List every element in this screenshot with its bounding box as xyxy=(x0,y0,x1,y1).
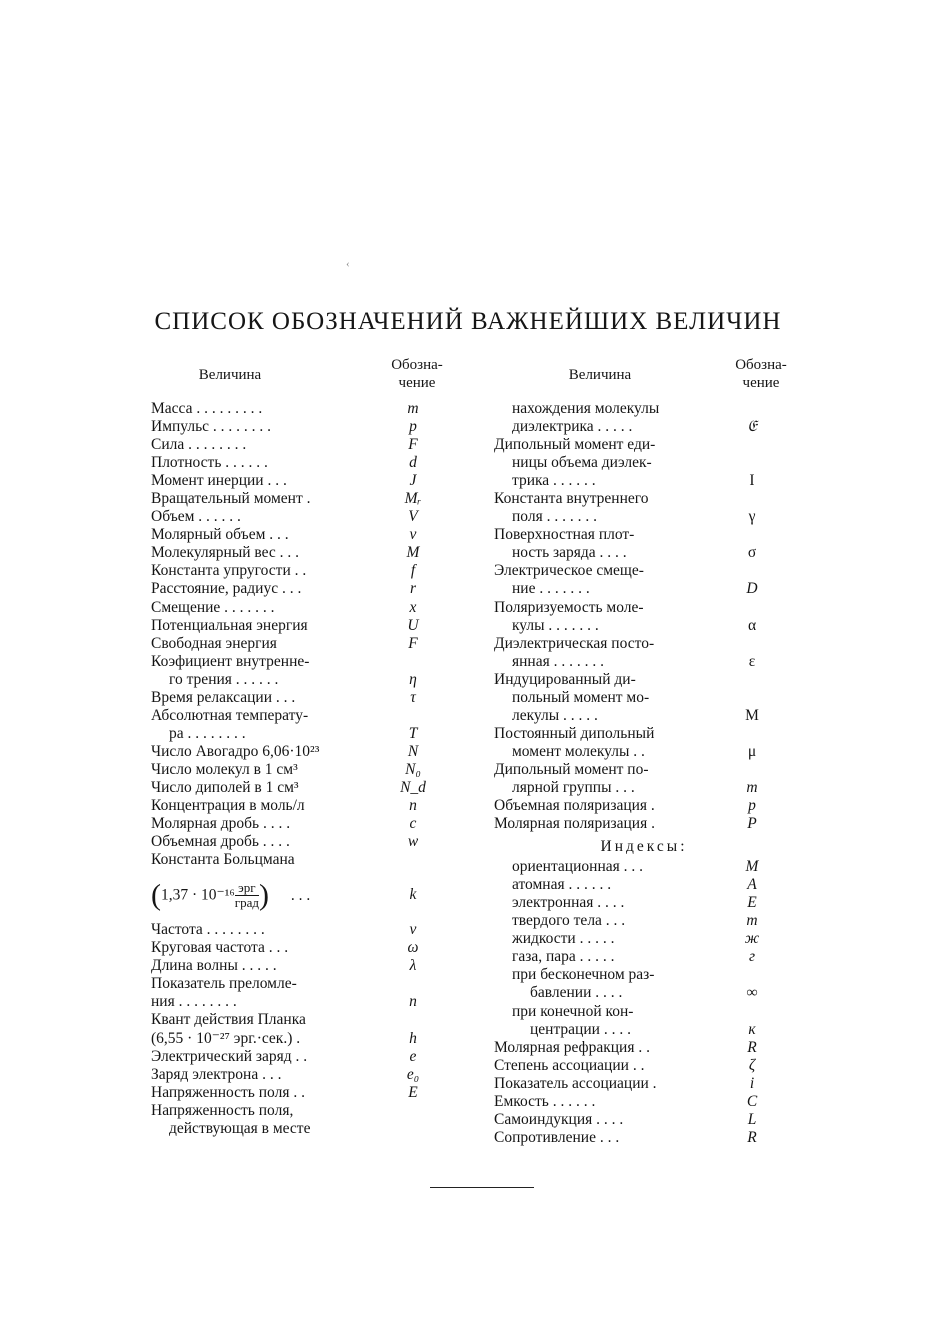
entry-row xyxy=(151,617,451,635)
entry-symbol: M xyxy=(745,706,759,724)
entry-symbol: V xyxy=(408,508,418,526)
entry-row xyxy=(151,921,451,939)
entry-label: Степень ассоциации . . xyxy=(494,1056,645,1074)
entry-label: Самоиндукция . . . . xyxy=(494,1110,624,1128)
entry-row xyxy=(494,707,794,725)
entry-row xyxy=(151,743,451,761)
entry-label: нахождения молекулы xyxy=(512,400,660,417)
entry-label: ность заряда . . . . xyxy=(512,544,627,562)
entry-label: Постоянный дипольный xyxy=(494,724,655,742)
entry-row xyxy=(494,653,794,671)
entry-row xyxy=(494,400,794,418)
entry-symbol: x xyxy=(409,598,417,616)
entry-label: бавлении . . . . xyxy=(530,984,623,1002)
entry-label: Свободная энергия xyxy=(151,634,277,652)
entry-label: Объемная поляризация . xyxy=(494,797,655,815)
entry-row xyxy=(494,472,794,490)
entry-symbol: M xyxy=(406,544,420,562)
entry-symbol: α xyxy=(747,616,757,634)
entry-row xyxy=(151,599,451,617)
entry-label: Число молекул в 1 см³ xyxy=(151,760,298,778)
right-column xyxy=(494,400,794,1147)
entry-symbol: P xyxy=(747,815,757,833)
entry-symbol: R xyxy=(747,1128,757,1146)
entry-label: Электрический заряд . . xyxy=(151,1047,308,1065)
left-list-a xyxy=(151,400,451,869)
header-quantity-left: Величина xyxy=(198,367,262,383)
entry-row xyxy=(151,797,451,815)
entry-row xyxy=(151,851,451,869)
entry-row xyxy=(494,1093,794,1111)
entry-label: Частота . . . . . . . . xyxy=(151,921,265,939)
entry-label: ние . . . . . . . xyxy=(512,580,590,598)
entry-label: Молярный объем . . . xyxy=(151,526,289,544)
entry-label: го трения . . . . . . xyxy=(169,670,279,688)
entry-row xyxy=(151,653,451,671)
entry-symbol: γ xyxy=(748,508,756,526)
entry-symbol: F xyxy=(408,436,418,454)
entry-row xyxy=(151,689,451,707)
entry-symbol: w xyxy=(407,833,419,851)
entry-symbol: T xyxy=(408,724,418,742)
entry-symbol: τ xyxy=(410,688,416,706)
header-symbol-left-line2: чение xyxy=(398,375,436,391)
entry-label: ницы объема диэлек- xyxy=(512,454,652,472)
entry-row xyxy=(494,599,794,617)
entry-row xyxy=(151,993,451,1011)
entry-row xyxy=(494,490,794,508)
entry-label: Молярная рефракция . . xyxy=(494,1038,650,1056)
entry-row xyxy=(151,975,451,993)
entry-symbol: d xyxy=(409,454,417,472)
entry-symbol: n xyxy=(409,797,417,815)
entry-label: Электрическое смеще- xyxy=(494,562,644,580)
entry-row xyxy=(494,418,794,436)
entry-label: Плотность . . . . . . xyxy=(151,454,268,472)
entry-row xyxy=(151,725,451,743)
entry-symbol: p xyxy=(409,418,417,436)
entry-label: Молярная поляризация . xyxy=(494,815,655,833)
entry-row xyxy=(151,580,451,598)
entry-label: ра . . . . . . . . xyxy=(169,724,246,742)
entry-label: электронная . . . . xyxy=(512,894,625,912)
entry-symbol: т xyxy=(746,912,758,930)
boltzmann-value: 1,37 · 10⁻¹⁶ xyxy=(161,886,235,904)
entry-row xyxy=(151,454,451,472)
entry-symbol: J xyxy=(409,472,417,490)
entry-label: Показатель преломле- xyxy=(151,975,297,993)
close-paren: ) xyxy=(259,878,269,912)
entry-label: ния . . . . . . . . xyxy=(151,993,237,1011)
entry-symbol: ε xyxy=(748,652,756,670)
entry-label: Время релаксации . . . xyxy=(151,688,296,706)
header-symbol-right-line2: чение xyxy=(742,375,780,391)
entry-row xyxy=(151,635,451,653)
entry-label: центрации . . . . xyxy=(530,1020,631,1038)
entry-label: Импульс . . . . . . . . xyxy=(151,418,272,436)
entry-label: Расстояние, радиус . . . xyxy=(151,580,302,598)
page-title: СПИСОК ОБОЗНАЧЕНИЙ ВАЖНЕЙШИХ ВЕЛИЧИН xyxy=(154,308,782,335)
entry-row xyxy=(494,1003,794,1021)
indices-heading: Индексы: xyxy=(600,838,688,856)
entry-row xyxy=(494,436,794,454)
entry-symbol: i xyxy=(749,1074,755,1092)
entry-row xyxy=(494,617,794,635)
entry-row xyxy=(494,454,794,472)
entry-row xyxy=(494,689,794,707)
entry-row xyxy=(151,508,451,526)
entry-symbol: M xyxy=(745,858,759,876)
boltzmann-row xyxy=(151,869,451,921)
entry-label: Коэфициент внутренне- xyxy=(151,652,310,670)
entry-label: трика . . . . . . xyxy=(512,472,596,490)
entry-row xyxy=(151,1048,451,1066)
entry-symbol: n xyxy=(409,993,417,1011)
entry-row xyxy=(494,671,794,689)
entry-row xyxy=(494,1111,794,1129)
entry-symbol: I xyxy=(749,472,755,490)
entry-label: Длина волны . . . . . xyxy=(151,957,277,975)
header-symbol-right-line1: Обозна- xyxy=(735,357,787,373)
entry-label: Объемная дробь . . . . xyxy=(151,833,290,851)
entry-row xyxy=(494,1075,794,1093)
entry-row xyxy=(494,562,794,580)
entry-row xyxy=(151,526,451,544)
entry-label: поля . . . . . . . xyxy=(512,508,597,526)
entry-label: лярной группы . . . xyxy=(512,778,635,796)
entry-row xyxy=(494,876,794,894)
entry-row xyxy=(151,1011,451,1029)
entry-row xyxy=(494,580,794,598)
entry-symbol: D xyxy=(746,580,758,598)
entry-label: Емкость . . . . . . xyxy=(494,1092,596,1110)
boltzmann-symbol: k xyxy=(409,886,417,904)
entry-row xyxy=(151,400,451,418)
entry-label: твердого тела . . . xyxy=(512,912,626,930)
header-symbol-right xyxy=(722,356,800,392)
entry-label: Молярная дробь . . . . xyxy=(151,815,291,833)
entry-row xyxy=(494,743,794,761)
entry-label: диэлектрика . . . . . xyxy=(512,418,633,436)
entry-symbol: r xyxy=(409,580,417,598)
entry-label: газа, пара . . . . . xyxy=(512,948,615,966)
entry-symbol: ω xyxy=(407,939,419,957)
entry-symbol: C xyxy=(746,1092,758,1110)
entry-label: Диэлектрическая посто- xyxy=(494,634,655,652)
entry-row xyxy=(151,1120,451,1138)
entry-row xyxy=(151,544,451,562)
boltzmann-dots: . . . xyxy=(290,886,311,904)
entry-symbol: к xyxy=(748,1020,756,1038)
entry-symbol: f xyxy=(410,562,416,580)
entry-label: Молекулярный вес . . . xyxy=(151,544,300,562)
entry-row xyxy=(151,957,451,975)
entry-label: Объем . . . . . . xyxy=(151,508,241,526)
entry-symbol: R xyxy=(747,1038,757,1056)
entry-symbol: λ xyxy=(409,957,417,975)
header-quantity-right: Величина xyxy=(568,367,632,383)
entry-row xyxy=(151,1102,451,1120)
entry-row xyxy=(494,526,794,544)
entry-label: Абсолютная температу- xyxy=(151,706,309,724)
entry-row xyxy=(494,948,794,966)
entry-symbol: m xyxy=(746,778,758,796)
entry-symbol: Mᵣ xyxy=(404,490,422,508)
entry-symbol: A xyxy=(747,876,757,894)
entry-label: (6,55 · 10⁻²⁷ эрг.·сек.) . xyxy=(151,1029,301,1047)
indices-list xyxy=(494,858,794,1038)
entry-label: Смещение . . . . . . . xyxy=(151,598,275,616)
entry-row xyxy=(151,490,451,508)
left-column xyxy=(151,400,451,1138)
entry-label: Поляризуемость моле- xyxy=(494,598,644,616)
entry-row xyxy=(494,761,794,779)
entry-row xyxy=(151,707,451,725)
entry-label: ориентационная . . . xyxy=(512,858,644,876)
entry-symbol: E xyxy=(747,894,757,912)
entry-label: при конечной кон- xyxy=(512,1002,634,1020)
entry-row xyxy=(151,472,451,490)
right-list-a xyxy=(494,400,794,833)
boltzmann-unit-num: эрг xyxy=(235,881,259,896)
entry-label: Константа Больцмана xyxy=(151,851,295,869)
entry-row xyxy=(151,815,451,833)
boltzmann-unit xyxy=(235,881,259,910)
entry-label: Квант действия Планка xyxy=(151,1011,306,1029)
entry-row xyxy=(151,1084,451,1102)
entry-symbol: σ xyxy=(747,544,757,562)
entry-row xyxy=(494,1057,794,1075)
entry-row xyxy=(151,1066,451,1084)
entry-row xyxy=(494,1129,794,1147)
entry-symbol: N xyxy=(407,742,419,760)
entry-label: Константа упругости . . xyxy=(151,562,307,580)
entry-symbol: U xyxy=(407,616,419,634)
entry-row xyxy=(151,1030,451,1048)
entry-symbol: ∞ xyxy=(746,984,758,1002)
entry-symbol: p xyxy=(748,797,756,815)
entry-label: Число диполей в 1 см³ xyxy=(151,778,299,796)
entry-label: атомная . . . . . . xyxy=(512,876,612,894)
entry-symbol: m xyxy=(407,400,419,417)
entry-row xyxy=(494,544,794,562)
entry-label: Число Авогадро 6,06·10²³ xyxy=(151,742,320,760)
left-list-b xyxy=(151,921,451,1138)
entry-symbol: F xyxy=(408,634,418,652)
bottom-rule xyxy=(430,1187,534,1188)
entry-row xyxy=(151,761,451,779)
entry-row xyxy=(494,1021,794,1039)
entry-label: Индуцированный ди- xyxy=(494,670,636,688)
entry-row xyxy=(494,984,794,1002)
entry-row xyxy=(151,671,451,689)
entry-label: Напряженность поля, xyxy=(151,1101,294,1119)
entry-row xyxy=(151,562,451,580)
entry-row xyxy=(494,912,794,930)
entry-row xyxy=(494,508,794,526)
entry-symbol: ζ xyxy=(748,1056,756,1074)
entry-symbol: μ xyxy=(747,742,757,760)
entry-label: Круговая частота . . . xyxy=(151,939,289,957)
entry-label: Концентрация в моль/л xyxy=(151,797,305,815)
header-symbol-left xyxy=(378,356,456,392)
entry-symbol: N_d xyxy=(400,778,426,796)
entry-row xyxy=(494,858,794,876)
entry-symbol: e xyxy=(409,1047,417,1065)
entry-symbol: N₀ xyxy=(405,760,421,778)
entry-symbol: e₀ xyxy=(406,1065,420,1083)
entry-symbol: ж xyxy=(744,930,760,948)
entry-label: Заряд электрона . . . xyxy=(151,1065,282,1083)
entry-label: Потенциальная энергия xyxy=(151,616,308,634)
entry-row xyxy=(494,725,794,743)
entry-label: Константа внутреннего xyxy=(494,490,649,508)
entry-row xyxy=(494,966,794,984)
entry-symbol: η xyxy=(409,670,417,688)
entry-symbol: 𝔈 xyxy=(747,418,757,436)
entry-row xyxy=(494,779,794,797)
entry-symbol: ν xyxy=(409,921,417,939)
entry-label: Дипольный момент по- xyxy=(494,760,649,778)
boltzmann-unit-den: град xyxy=(234,895,259,911)
entry-label: жидкости . . . . . xyxy=(512,930,615,948)
entry-label: Масса . . . . . . . . . xyxy=(151,400,263,417)
entry-row xyxy=(151,779,451,797)
entry-row xyxy=(494,797,794,815)
entry-row xyxy=(151,436,451,454)
entry-label: янная . . . . . . . xyxy=(512,652,604,670)
entry-label: лекулы . . . . . xyxy=(512,706,598,724)
entry-row xyxy=(494,894,794,912)
entry-symbol: E xyxy=(408,1083,418,1101)
entry-row xyxy=(494,815,794,833)
scan-speck: ‹ xyxy=(346,258,350,270)
entry-label: действующая в месте xyxy=(169,1119,311,1137)
entry-label: момент молекулы . . xyxy=(512,742,645,760)
entry-symbol: L xyxy=(747,1110,757,1128)
entry-symbol: c xyxy=(409,815,417,833)
entry-label: Вращательный момент . xyxy=(151,490,311,508)
open-paren: ( xyxy=(151,878,161,912)
entry-row xyxy=(494,635,794,653)
entry-label: при бесконечном раз- xyxy=(512,966,655,984)
entry-symbol: v xyxy=(409,526,417,544)
entry-symbol: h xyxy=(409,1029,417,1047)
entry-label: Сопротивление . . . xyxy=(494,1128,620,1146)
entry-row xyxy=(151,418,451,436)
entry-label: Поверхностная плот- xyxy=(494,526,635,544)
entry-label: польный момент мо- xyxy=(512,688,650,706)
entry-row xyxy=(151,833,451,851)
entry-label: Дипольный момент еди- xyxy=(494,436,656,454)
entry-row xyxy=(494,930,794,948)
entry-row xyxy=(494,1039,794,1057)
entry-label: Сила . . . . . . . . xyxy=(151,436,247,454)
entry-label: Показатель ассоциации . xyxy=(494,1074,657,1092)
entry-symbol: г xyxy=(748,948,756,966)
entry-label: Момент инерции . . . xyxy=(151,472,287,490)
right-list-b xyxy=(494,1039,794,1147)
entry-label: кулы . . . . . . . xyxy=(512,616,599,634)
entry-row xyxy=(151,939,451,957)
entry-label: Напряженность поля . . xyxy=(151,1083,305,1101)
header-symbol-left-line1: Обозна- xyxy=(391,357,443,373)
